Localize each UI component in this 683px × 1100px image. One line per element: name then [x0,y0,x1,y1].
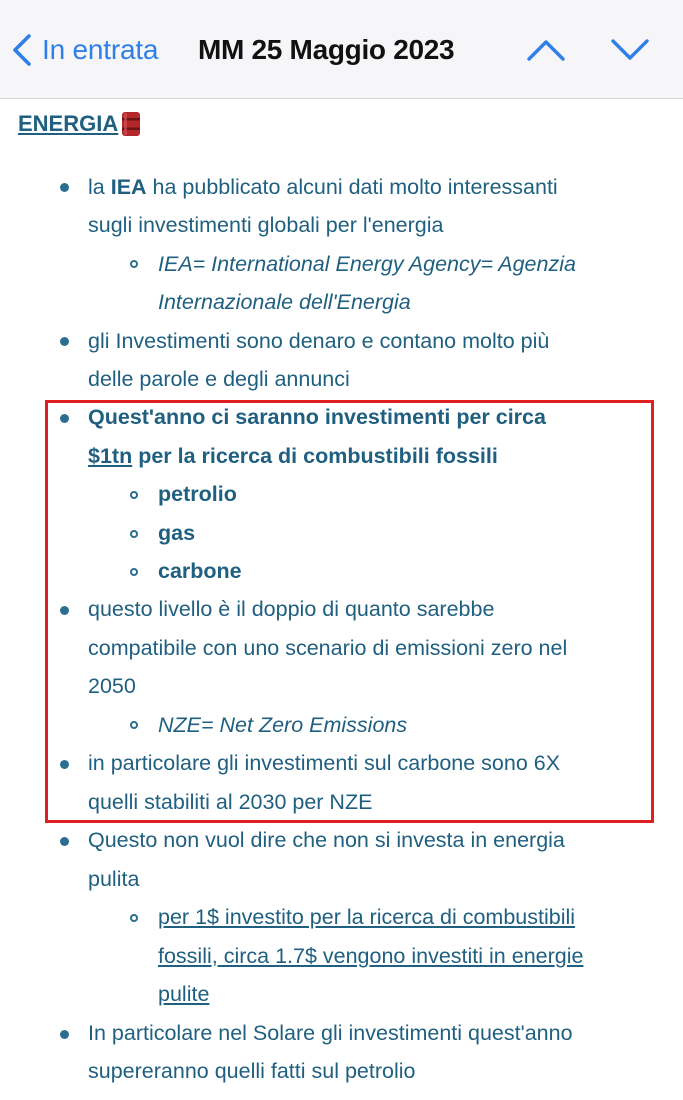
section-heading-text: ENERGIA [18,111,119,136]
list-item-line: Quest'anno ci saranno investimenti per circa [88,405,546,429]
sub-item-line: carbone [158,559,242,583]
sub-item-line: IEA= International Energy Agency= Agenzia [158,252,576,276]
bullet-dot [60,760,69,769]
sub-item-line: Internazionale dell'Energia [158,290,411,314]
section-heading [18,110,142,138]
back-button[interactable] [12,28,158,72]
previous-message-button[interactable] [524,30,568,70]
amount-link[interactable]: $1tn [88,444,133,468]
sub-item-link[interactable]: pulite [158,982,210,1006]
list-item-line: la IEA ha pubblicato alcuni dati molto interessanti [88,175,558,199]
sub-item-line: gas [158,521,196,545]
list-item-line: compatibile con uno scenario di emissioni zero nel [88,636,568,660]
sub-item-line: NZE= Net Zero Emissions [158,713,408,737]
list-item-line: sugli investimenti globali per l'energia [88,213,444,237]
sub-item-link[interactable]: fossili, circa 1.7$ vengono investiti in energie [158,944,584,968]
chevron-left-icon [12,33,32,67]
bullet-dot [60,837,69,846]
list-item-line: 2050 [88,674,136,698]
list-item-line: Questo non vuol dire che non si investa in energia [88,828,565,852]
bullet-dot [60,337,69,346]
back-label: In entrata [42,34,159,65]
bullet-dot [60,414,69,423]
navigation-bar [0,0,683,99]
sub-item-link[interactable]: per 1$ investito per la ricerca di combustibili [158,905,576,929]
sub-bullet-ring [130,530,138,538]
list-item-line: supereranno quelli fatti sul petrolio [88,1059,416,1083]
sub-bullet-ring [130,721,138,729]
list-item-line: pulita [88,867,140,891]
bullet-dot [60,183,69,192]
sub-item-line: petrolio [158,482,237,506]
sub-bullet-ring [130,260,138,268]
list-item-line: In particolare nel Solare gli investimenti quest'anno [88,1021,573,1045]
sub-bullet-ring [130,491,138,499]
chevron-up-icon [526,38,566,62]
bullet-dot [60,606,69,615]
message-title: MM 25 Maggio 2023 [198,34,455,65]
oil-barrel-icon [120,110,142,138]
bullet-dot [60,1030,69,1039]
next-message-button[interactable] [608,30,652,70]
list-item-line: delle parole e degli annunci [88,367,350,391]
list-item-line: questo livello è il doppio di quanto sarebbe [88,597,495,621]
sub-bullet-ring [130,914,138,922]
list-item-line: quelli stabiliti al 2030 per NZE [88,790,373,814]
sub-bullet-ring [130,568,138,576]
chevron-down-icon [610,38,650,62]
list-item-line: $1tn per la ricerca di combustibili fossili [88,444,498,468]
list-item-line: gli Investimenti sono denaro e contano molto più [88,329,550,353]
list-item-line: in particolare gli investimenti sul carbone sono 6X [88,751,561,775]
